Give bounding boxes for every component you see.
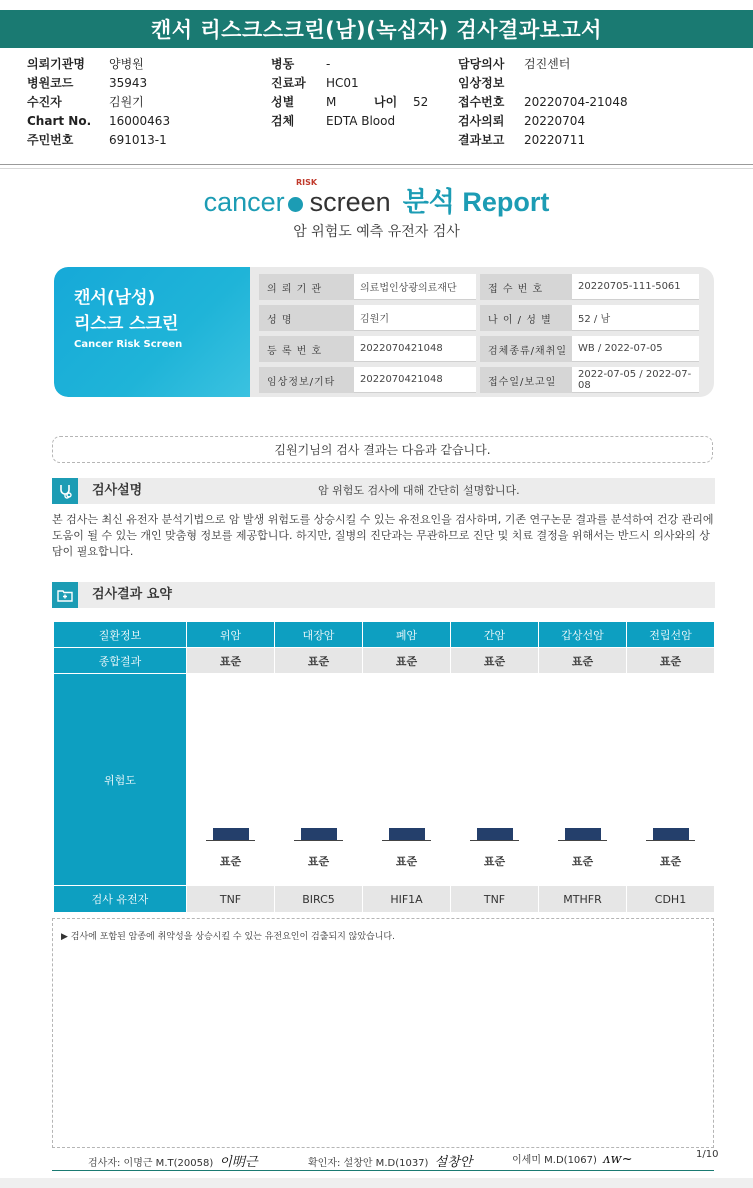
- product-title-en: Cancer Risk Screen: [74, 339, 183, 350]
- third-text: 이세미 M.D(1067): [512, 1155, 597, 1166]
- header-row: [27, 112, 170, 131]
- result-intro: 김원기님의 검사 결과는 다음과 같습니다.: [52, 436, 713, 463]
- section-description-subtitle: 암 위험도 검사에 대해 간단히 설명합니다.: [318, 484, 520, 497]
- section-description-title: 검사설명: [92, 483, 143, 498]
- footer-divider: [52, 1170, 714, 1171]
- info-value: 52 / 남: [572, 305, 699, 331]
- risk-baseline: [646, 840, 695, 841]
- folder-plus-icon: [52, 582, 78, 608]
- result-note: ▶ 검사에 포함된 암종에 취약성을 상승시킬 수 있는 유전요인이 검출되지 않았습니다.: [61, 932, 395, 942]
- header-value: 김원기: [109, 95, 144, 109]
- table-row: [54, 674, 715, 886]
- header-label: 병동: [271, 57, 295, 71]
- confirmer-text: 확인자: 설창안 M.D(1037): [308, 1158, 429, 1169]
- risk-label: 표준: [395, 855, 418, 868]
- info-value: WB / 2022-07-05: [572, 336, 699, 362]
- note-box: [52, 918, 714, 1148]
- row-label-gene: 검사 유전자: [54, 886, 187, 913]
- risk-bar: [213, 828, 249, 840]
- overall-cell: 표준: [627, 648, 715, 674]
- header-value: 20220704-21048: [524, 95, 628, 109]
- header-value: HC01: [326, 76, 359, 90]
- info-label: 의 뢰 기 관: [259, 274, 354, 300]
- table-row: [54, 622, 715, 648]
- header-col3: [458, 55, 628, 150]
- risk-baseline: [382, 840, 431, 841]
- info-label: 검체종류/채취일: [480, 336, 572, 362]
- gene-cell: HIF1A: [363, 886, 451, 913]
- header-label: 성별: [271, 95, 295, 109]
- disease-cell: 간암: [451, 622, 539, 648]
- header-value: 20220711: [524, 133, 586, 147]
- overall-cell: 표준: [363, 648, 451, 674]
- product-title-line1: 캔서(남성): [74, 288, 156, 308]
- header-label: 주민번호: [27, 133, 74, 147]
- header-value: -: [326, 57, 331, 71]
- info-label: 등 록 번 호: [259, 336, 354, 362]
- header-label: 진료과: [271, 76, 306, 90]
- disease-cell: 대장암: [275, 622, 363, 648]
- header-row: [458, 112, 628, 131]
- footer-tester: [88, 1151, 258, 1170]
- info-value: 2022-07-05 / 2022-07-08: [572, 367, 699, 393]
- results-table: [53, 621, 715, 913]
- risk-cell: [275, 674, 363, 886]
- header-value: EDTA Blood: [326, 114, 396, 128]
- header-value: 35943: [109, 76, 148, 90]
- header-label: 검사의뢰: [458, 114, 505, 128]
- header-divider-bottom: [0, 168, 753, 169]
- disease-cell: 전립선암: [627, 622, 715, 648]
- risk-bar: [477, 828, 513, 840]
- stethoscope-icon: [52, 478, 78, 504]
- header-value: 양병원: [109, 57, 144, 71]
- header-age: [374, 93, 428, 112]
- section-summary-title: 검사결과 요약: [92, 587, 172, 602]
- header-label: 병원코드: [27, 76, 74, 90]
- age-value: 52: [413, 95, 429, 109]
- patient-info-card: [54, 267, 714, 397]
- header-label: 의뢰기관명: [27, 57, 85, 71]
- plus-circle-icon: [288, 197, 303, 212]
- risk-baseline: [206, 840, 255, 841]
- risk-cell: [627, 674, 715, 886]
- risk-bar: [565, 828, 601, 840]
- info-label: 접 수 번 호: [480, 274, 572, 300]
- risk-label: 표준: [219, 855, 242, 868]
- risk-bar: [389, 828, 425, 840]
- header-label: 수진자: [27, 95, 62, 109]
- header-label: 검체: [271, 114, 295, 128]
- info-value: 김원기: [354, 305, 476, 331]
- footer-third: [512, 1151, 632, 1167]
- gene-cell: TNF: [187, 886, 275, 913]
- table-row: [54, 648, 715, 674]
- header-col1: [27, 55, 170, 150]
- info-value: 의료법인상광의료재단: [354, 274, 476, 300]
- info-label: 성 명: [259, 305, 354, 331]
- overall-cell: 표준: [187, 648, 275, 674]
- page-bottom-band: [0, 1178, 753, 1188]
- risk-baseline: [294, 840, 343, 841]
- confirmer-signature: 설창안: [434, 1155, 473, 1170]
- risk-label: 표준: [571, 855, 594, 868]
- gene-cell: CDH1: [627, 886, 715, 913]
- header-row: [458, 131, 628, 150]
- risk-bar: [301, 828, 337, 840]
- product-badge: [54, 267, 250, 397]
- disease-cell: 폐암: [363, 622, 451, 648]
- header-row: [458, 55, 628, 74]
- risk-baseline: [558, 840, 607, 841]
- section-description-header: [52, 478, 715, 504]
- header-divider: [0, 164, 753, 165]
- header-row: [271, 55, 395, 74]
- info-value: 20220705-111-5061: [572, 274, 699, 300]
- gene-cell: MTHFR: [539, 886, 627, 913]
- brand-subtitle: 암 위험도 예측 유전자 검사: [293, 224, 460, 240]
- header-row: [271, 112, 395, 131]
- header-value: 20220704: [524, 114, 586, 128]
- header-row: [27, 93, 170, 112]
- page-number: 1/10: [696, 1149, 719, 1160]
- product-title-line2: 리스크 스크린: [74, 314, 179, 334]
- footer-confirmer: [308, 1151, 472, 1170]
- brand-logo: [0, 180, 753, 219]
- header-row: [27, 131, 170, 150]
- header-row: [27, 55, 170, 74]
- overall-cell: 표준: [275, 648, 363, 674]
- header-value: 16000463: [109, 114, 171, 128]
- report-title: 캔서 리스크스크린(남)(녹십자) 검사결과보고서: [0, 10, 753, 48]
- row-label-disease: 질환정보: [54, 622, 187, 648]
- info-label: 임상정보/기타: [259, 367, 354, 393]
- risk-label: 표준: [307, 855, 330, 868]
- risk-label: 표준: [659, 855, 682, 868]
- info-value: 2022070421048: [354, 367, 476, 393]
- header-label: 담당의사: [458, 57, 505, 71]
- header-row: [271, 74, 395, 93]
- gene-cell: TNF: [451, 886, 539, 913]
- header-row: [458, 74, 628, 93]
- third-signature: ᴧᴡ~: [603, 1152, 633, 1167]
- overall-cell: 표준: [539, 648, 627, 674]
- header-label: 접수번호: [458, 95, 505, 109]
- risk-baseline: [470, 840, 519, 841]
- row-label-overall: 종합결과: [54, 648, 187, 674]
- age-label: 나이: [374, 95, 398, 109]
- header-row: [27, 74, 170, 93]
- brand-risk: RISK: [296, 178, 318, 187]
- tester-signature: 이明근: [219, 1155, 258, 1170]
- gene-cell: BIRC5: [275, 886, 363, 913]
- info-label: 나 이 / 성 별: [480, 305, 572, 331]
- header-row: [458, 93, 628, 112]
- table-row: [54, 886, 715, 913]
- header-label: Chart No.: [27, 114, 92, 128]
- row-label-risk: 위험도: [54, 674, 187, 886]
- risk-bar: [653, 828, 689, 840]
- header-value: 691013-1: [109, 133, 167, 147]
- brand-cancer: cancer: [203, 187, 285, 217]
- header-value: 검진센터: [524, 57, 571, 71]
- info-value: 2022070421048: [354, 336, 476, 362]
- brand-screen: screen: [309, 187, 391, 217]
- tester-text: 검사자: 이명근 M.T(20058): [88, 1158, 214, 1169]
- disease-cell: 갑상선암: [539, 622, 627, 648]
- brand-report: 분석 Report: [402, 187, 550, 217]
- info-label: 접수일/보고일: [480, 367, 572, 393]
- header-label: 임상정보: [458, 76, 505, 90]
- risk-cell: [187, 674, 275, 886]
- risk-label: 표준: [483, 855, 506, 868]
- section-description-text: 본 검사는 최신 유전자 분석기법으로 암 발생 위험도를 상승시킬 수 있는 유전요인을 검사하며, 기존 연구논문 결과를 분석하여 건강 관리에 도움이 될 수 있는 개인 맞춤형 정보를 제공합니다. 하지만, 질병의 진단과는 무관하므로 진단 및 치료 결정을 위해서는 반드시 의사와의 상담이 필요합니다.: [52, 513, 714, 558]
- risk-cell: [363, 674, 451, 886]
- header-label: 결과보고: [458, 133, 505, 147]
- header-value: M: [326, 95, 337, 109]
- overall-cell: 표준: [451, 648, 539, 674]
- section-summary-header: [52, 582, 715, 608]
- disease-cell: 위암: [187, 622, 275, 648]
- risk-cell: [451, 674, 539, 886]
- risk-cell: [539, 674, 627, 886]
